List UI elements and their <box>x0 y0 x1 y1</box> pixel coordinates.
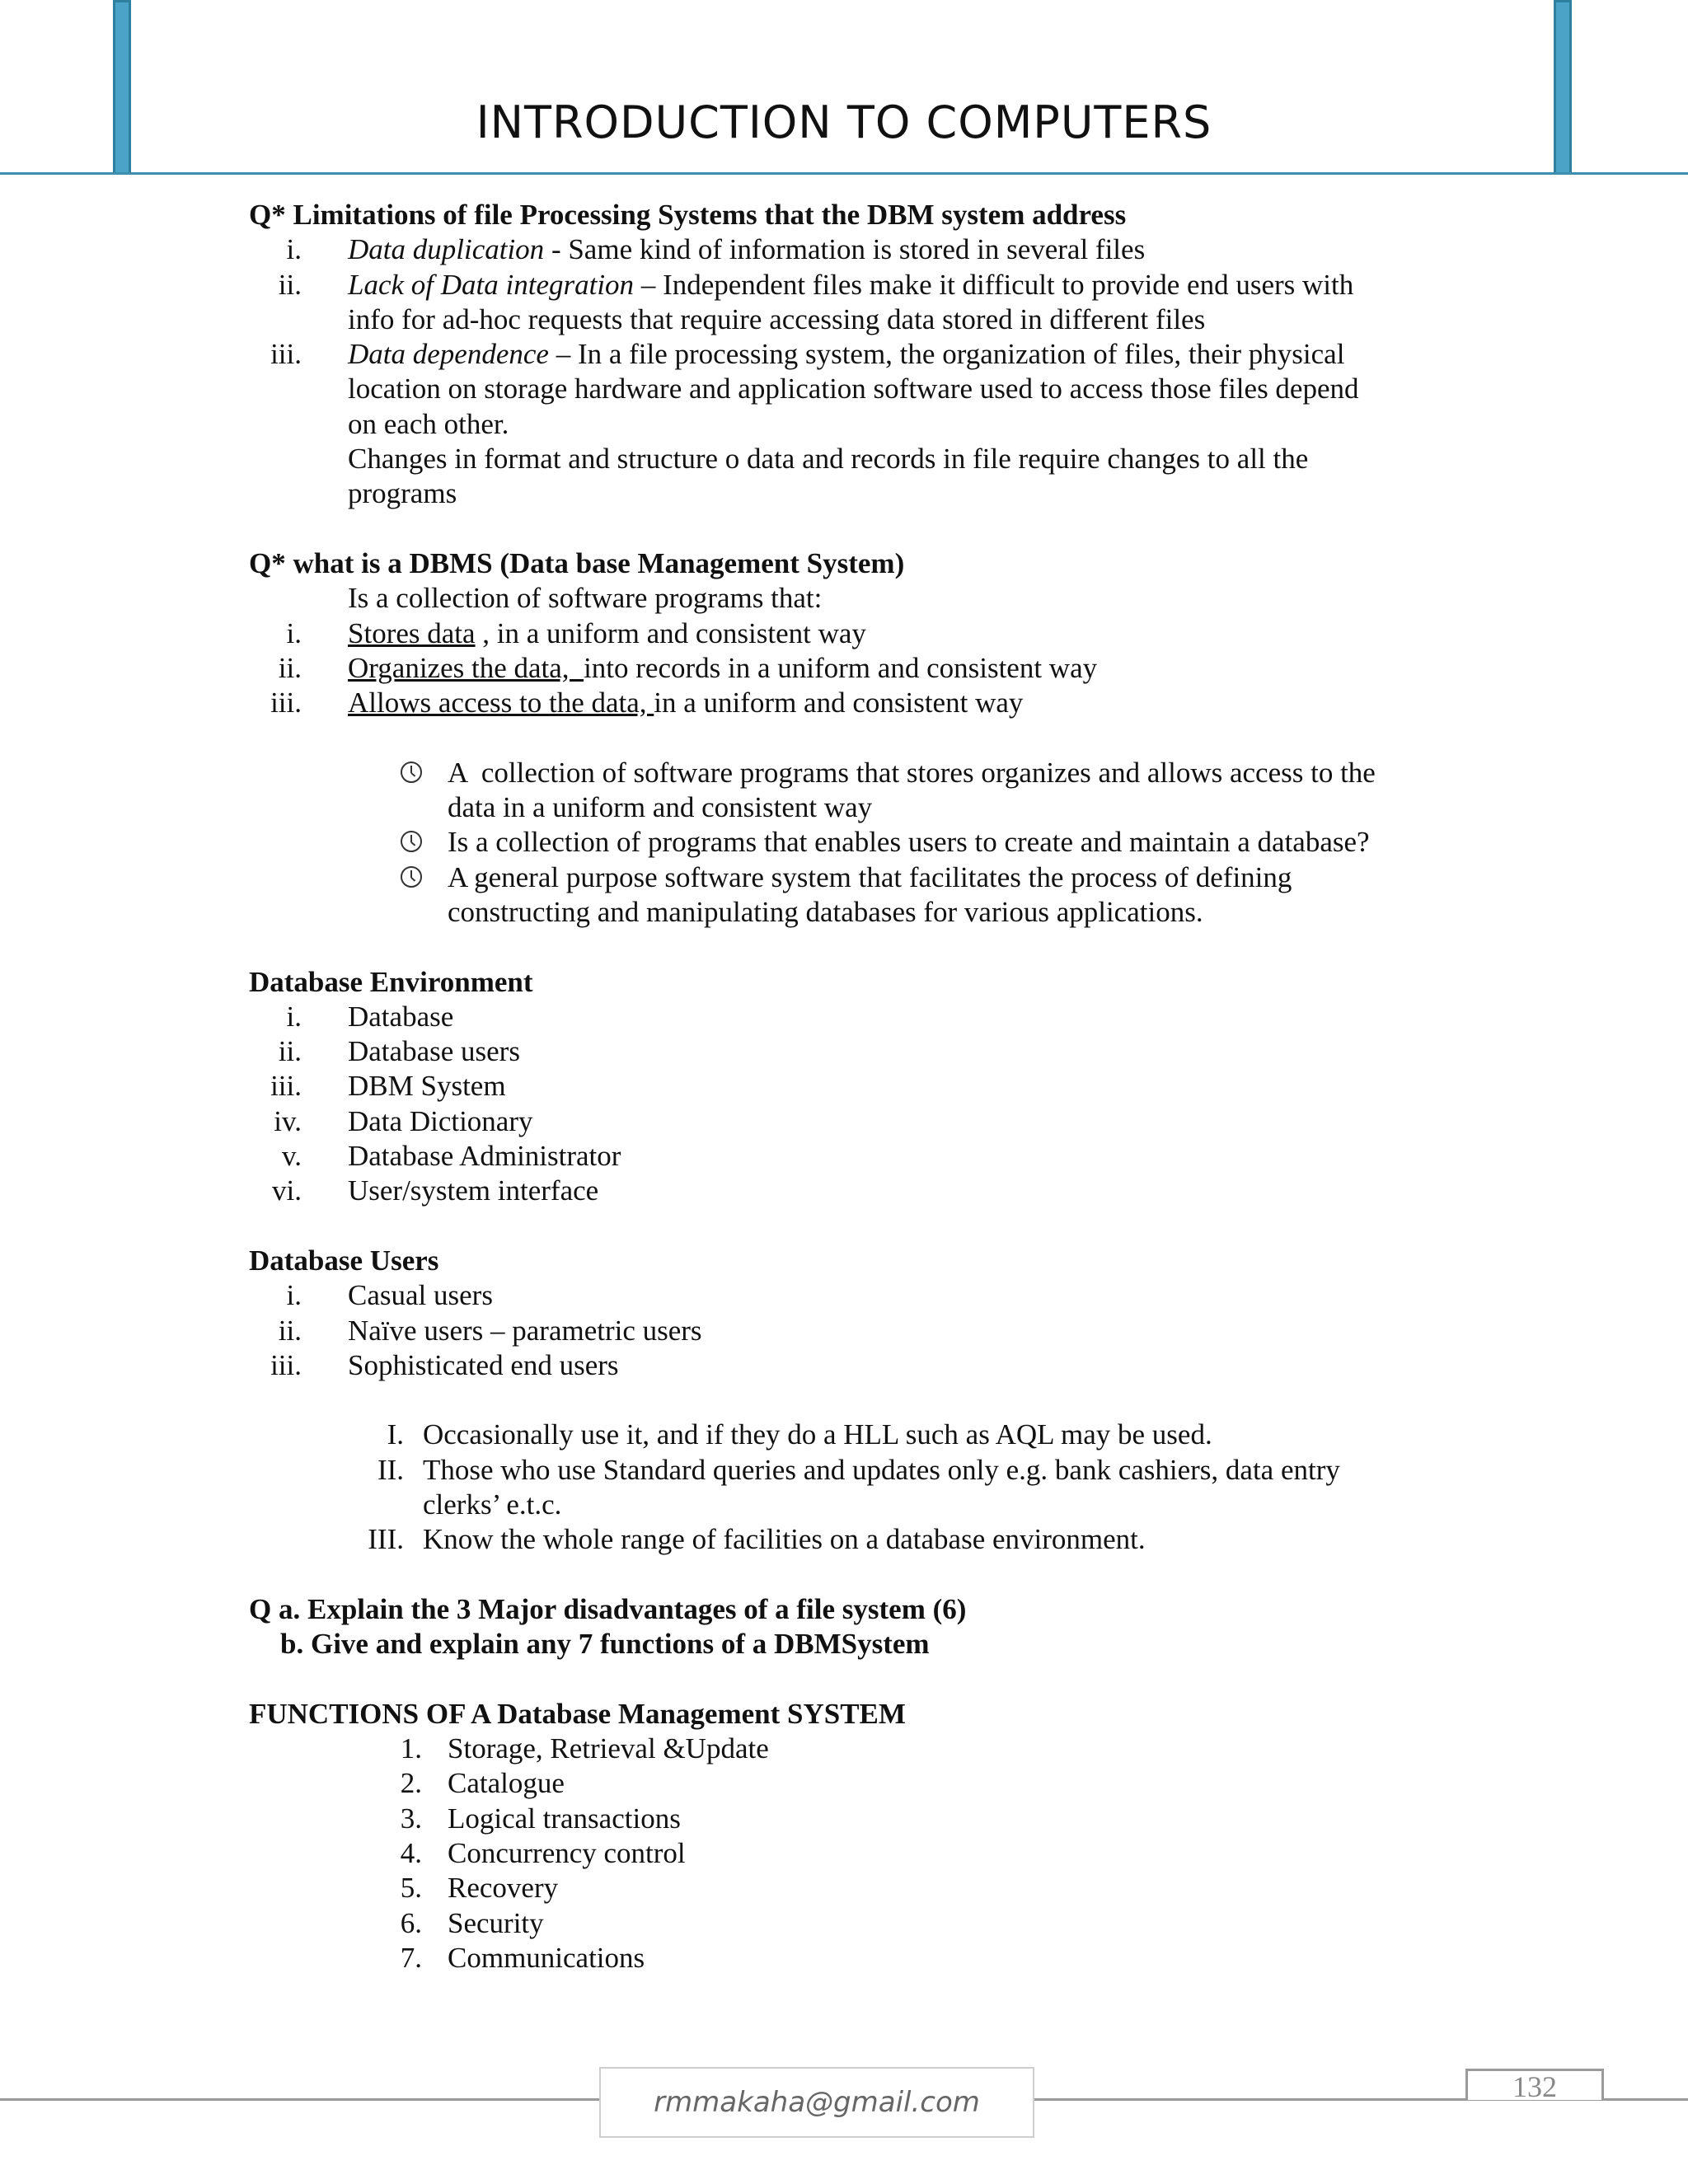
list-item: i. Stores data , in a uniform and consistent way <box>286 616 866 649</box>
list-item: 2. Catalogue <box>400 1767 565 1800</box>
question-a: Q a. Explain the 3 Major disadvantages of a file system (6) <box>249 1592 967 1625</box>
clock-bullet-icon <box>401 866 422 888</box>
page-number: 132 <box>1512 2070 1557 2103</box>
page-title: INTRODUCTION TO COMPUTERS <box>476 96 1212 148</box>
list-item: iii. DBM System <box>270 1070 506 1103</box>
list-item: iii. Allows access to the data, in a uniform and consistent way <box>270 687 1024 719</box>
document-body <box>249 198 1469 1975</box>
list-item: I. Occasionally use it, and if they do a HLL such as AQL may be used. <box>387 1418 1212 1451</box>
list-item: ii. Organizes the data, into records in a uniform and consistent way <box>278 651 1098 684</box>
list-item: ii. Lack of Data integration – Independent files make it difficult to provide end users with <box>278 268 1354 301</box>
list-item: iii. Data dependence – In a file processing system, the organization of files, their physical <box>270 338 1345 371</box>
list-item: 4. Concurrency control <box>400 1836 686 1869</box>
list-item-continuation: clerks’ e.t.c. <box>423 1488 562 1521</box>
list-item-continuation: info for ad-hoc requests that require accessing data stored in different files <box>348 302 1206 335</box>
users-heading: Database Users <box>249 1244 439 1277</box>
list-item: i. Database <box>286 1000 454 1033</box>
bullet-item: A collection of software programs that stores organizes and allows access to the <box>249 756 1469 790</box>
list-item: vi. User/system interface <box>272 1174 599 1207</box>
list-item: 1. Storage, Retrieval &Update <box>400 1732 769 1765</box>
bullet-item-continuation: data in a uniform and consistent way <box>448 791 873 824</box>
list-item: v. Database Administrator <box>282 1140 621 1173</box>
list-item-continuation: on each other. <box>348 407 509 440</box>
note-line: programs <box>348 477 457 510</box>
limitations-heading: Q* Limitations of file Processing Systems that the DBM system address <box>249 199 1127 231</box>
list-item: i. Casual users <box>286 1279 493 1312</box>
list-item: ii. Database users <box>278 1035 520 1068</box>
list-item: 7. Communications <box>400 1941 645 1974</box>
list-item-continuation: location on storage hardware and application software used to access those files depend <box>348 373 1359 405</box>
clock-bullet-icon <box>401 762 422 783</box>
list-item: iii. Sophisticated end users <box>270 1348 619 1381</box>
list-item: iv. Data Dictionary <box>274 1104 533 1137</box>
header-rule <box>0 172 1688 175</box>
environment-heading: Database Environment <box>249 965 533 998</box>
bullet-item: A general purpose software system that facilitates the process of defining <box>249 860 1469 895</box>
list-item: 3. Logical transactions <box>400 1802 681 1835</box>
list-item: II. Those who use Standard queries and updates only e.g. bank cashiers, data entry <box>377 1453 1340 1486</box>
functions-heading: FUNCTIONS OF A Database Management SYSTEM <box>249 1697 906 1730</box>
list-item: ii. Naïve users – parametric users <box>278 1314 702 1347</box>
footer-email: rmmakaha@gmail.com <box>599 2067 1034 2138</box>
question-b: b. Give and explain any 7 functions of a DBMSystem <box>280 1628 930 1661</box>
dbms-intro: Is a collection of software programs that: <box>348 582 823 615</box>
bullet-item: Is a collection of programs that enables users to create and maintain a database? <box>249 825 1469 860</box>
list-item: 5. Recovery <box>400 1872 559 1905</box>
header-bar-right <box>1554 0 1572 175</box>
clock-bullet-icon <box>401 831 422 852</box>
header-bar-left <box>113 0 131 175</box>
note-line: Changes in format and structure o data and records in file require changes to all the <box>348 443 1309 476</box>
dbms-heading: Q* what is a DBMS (Data base Management System) <box>249 546 905 579</box>
bullet-item-continuation: constructing and manipulating databases for various applications. <box>448 895 1203 928</box>
list-item: III. Know the whole range of facilities on a database environment. <box>368 1523 1146 1556</box>
list-item: 6. Security <box>400 1906 544 1939</box>
list-item: i. Data duplication - Same kind of information is stored in several files <box>286 233 1146 266</box>
